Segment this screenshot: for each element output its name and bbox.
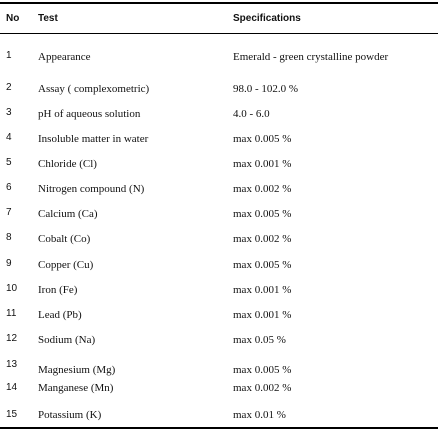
row-specification: max 0.005 % <box>233 133 292 145</box>
row-number: 10 <box>6 283 18 294</box>
row-number: 4 <box>6 132 12 143</box>
bottom-rule <box>0 427 438 429</box>
row-number: 2 <box>6 82 12 93</box>
column-header-no: No <box>6 13 20 24</box>
row-test: Copper (Cu) <box>38 259 94 271</box>
row-specification: max 0.002 % <box>233 382 292 394</box>
row-specification: max 0.001 % <box>233 284 292 296</box>
row-test: pH of aqueous solution <box>38 108 141 120</box>
row-number: 14 <box>6 382 18 393</box>
row-specification: max 0.05 % <box>233 334 286 346</box>
row-test: Cobalt (Co) <box>38 233 91 245</box>
row-test: Chloride (Cl) <box>38 158 97 170</box>
row-number: 5 <box>6 157 12 168</box>
row-test: Sodium (Na) <box>38 334 96 346</box>
row-test: Potassium (K) <box>38 409 102 421</box>
row-test: Calcium (Ca) <box>38 208 98 220</box>
row-number: 1 <box>6 50 12 61</box>
row-specification: max 0.001 % <box>233 309 292 321</box>
row-test: Appearance <box>38 51 91 63</box>
row-specification: max 0.005 % <box>233 364 292 376</box>
row-number: 15 <box>6 409 18 420</box>
row-specification: max 0.01 % <box>233 409 286 421</box>
row-number: 12 <box>6 333 18 344</box>
row-specification: max 0.005 % <box>233 259 292 271</box>
row-test: Magnesium (Mg) <box>38 364 116 376</box>
row-test: Insoluble matter in water <box>38 133 149 145</box>
row-specification: Emerald - green crystalline powder <box>233 51 389 63</box>
row-specification: max 0.005 % <box>233 208 292 220</box>
row-specification: max 0.001 % <box>233 158 292 170</box>
row-number: 3 <box>6 107 12 118</box>
row-test: Manganese (Mn) <box>38 382 114 394</box>
row-number: 13 <box>6 359 18 370</box>
row-number: 7 <box>6 207 12 218</box>
top-rule <box>0 2 438 4</box>
row-test: Assay ( complexometric) <box>38 83 150 95</box>
row-specification: max 0.002 % <box>233 233 292 245</box>
row-test: Iron (Fe) <box>38 284 78 296</box>
row-test: Lead (Pb) <box>38 309 82 321</box>
column-header-specifications: Specifications <box>233 13 301 24</box>
header-rule <box>0 33 438 34</box>
row-number: 8 <box>6 232 12 243</box>
row-specification: max 0.002 % <box>233 183 292 195</box>
row-test: Nitrogen compound (N) <box>38 183 145 195</box>
row-number: 9 <box>6 258 12 269</box>
row-specification: 4.0 - 6.0 <box>233 108 270 120</box>
column-header-test: Test <box>38 13 58 24</box>
row-number: 11 <box>6 308 17 319</box>
row-number: 6 <box>6 182 12 193</box>
row-specification: 98.0 - 102.0 % <box>233 83 299 95</box>
